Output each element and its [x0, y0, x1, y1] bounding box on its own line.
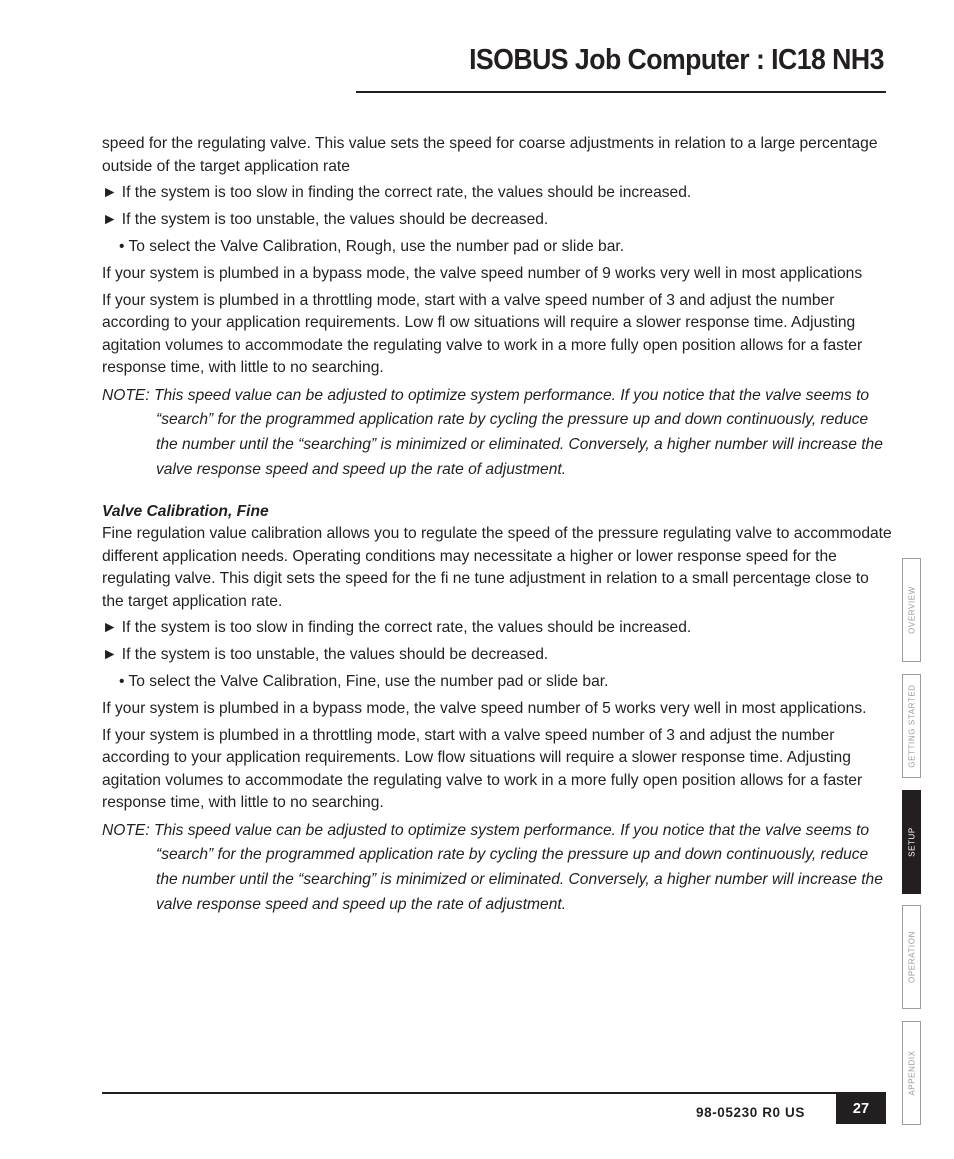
tab-overview-label: OVERVIEW	[907, 586, 916, 634]
rough-note: NOTE: This speed value can be adjusted to optimize system performance. If you notice that the valve seems to “search” for the programmed application rate by cycling the pressure up and down continuously, reduce the number until the “searching” is minimized or eliminated. Conversely, a higher number will increase the valve response speed and speed up the rate of adjustment.	[102, 386, 883, 478]
page-number: 27	[836, 1094, 886, 1124]
fine-bypass: If your system is plumbed in a bypass mode, the valve speed number of 5 works very well in most applications.	[102, 700, 867, 718]
tab-appendix-label: APPENDIX	[907, 1050, 916, 1096]
tab-setup-label: SETUP	[907, 827, 916, 857]
fine-arrow-slow: ► If the system is too slow in finding the correct rate, the values should be increased.	[102, 619, 692, 637]
rough-intro: speed for the regulating valve. This value sets the speed for coarse adjustments in relation to a large percentage outside of the target application rate	[102, 135, 878, 175]
fine-heading: Valve Calibration, Fine	[102, 502, 269, 520]
rough-bypass: If your system is plumbed in a bypass mode, the valve speed number of 9 works very well in most applications	[102, 265, 863, 282]
rough-arrow-unstable: ► If the system is too unstable, the values should be decreased.	[102, 211, 549, 228]
tab-overview[interactable]	[902, 558, 921, 662]
tab-appendix[interactable]	[902, 1021, 921, 1125]
tab-operation[interactable]	[902, 905, 921, 1009]
rough-bullet: • To select the Valve Calibration, Rough, use the number pad or slide bar.	[119, 238, 625, 255]
page-content	[102, 133, 892, 922]
rough-arrow-slow: ► If the system is too slow in finding the correct rate, the values should be increased.	[102, 184, 692, 201]
tab-operation-label: OPERATION	[907, 931, 916, 983]
tab-setup[interactable]	[902, 790, 921, 894]
doc-number: 98-05230 R0 US	[696, 1105, 805, 1120]
rough-throttling: If your system is plumbed in a throttling mode, start with a valve speed number of 3 and adjust the number according to your application requirements. Low fl ow situations will require a slower response time. Adjusting agitation volumes to accommodate the regulating valve to work in a more fully open position allows for a faster response time, with little to no searching.	[102, 291, 863, 376]
footer-rule	[102, 1092, 886, 1094]
tab-getting-started[interactable]	[902, 674, 921, 778]
title-rule	[356, 91, 886, 93]
fine-note: NOTE: This speed value can be adjusted to optimize system performance. If you notice that the valve seems to “search” for the programmed application rate by cycling the pressure up and down continuously, reduce the number until the “searching” is minimized or eliminated. Conversely, a higher number will increase the valve response speed and speed up the rate of adjustment.	[102, 821, 883, 914]
tab-getting-started-label: GETTING STARTED	[907, 684, 916, 768]
page-title: ISOBUS Job Computer : IC18 NH3	[469, 44, 884, 76]
fine-arrow-unstable: ► If the system is too unstable, the values should be decreased.	[102, 646, 549, 664]
fine-bullet: • To select the Valve Calibration, Fine, use the number pad or slide bar.	[119, 673, 609, 691]
fine-throttling: If your system is plumbed in a throttling mode, start with a valve speed number of 3 and adjust the number according to your application requirements. Low flow situations will require a slower response time. Adjusting agitation volumes to accommodate the regulating valve to work in a more fully open position allows for a faster response time, with little to no searching.	[102, 726, 863, 812]
fine-intro: Fine regulation value calibration allows you to regulate the speed of the pressure regulating valve to accommodate different application needs. Operating conditions may necessitate a higher or lower response speed for the regulating valve. This digit sets the speed for the fi ne tune adjustment in relation to a small percentage close to the target application rate.	[102, 525, 892, 610]
